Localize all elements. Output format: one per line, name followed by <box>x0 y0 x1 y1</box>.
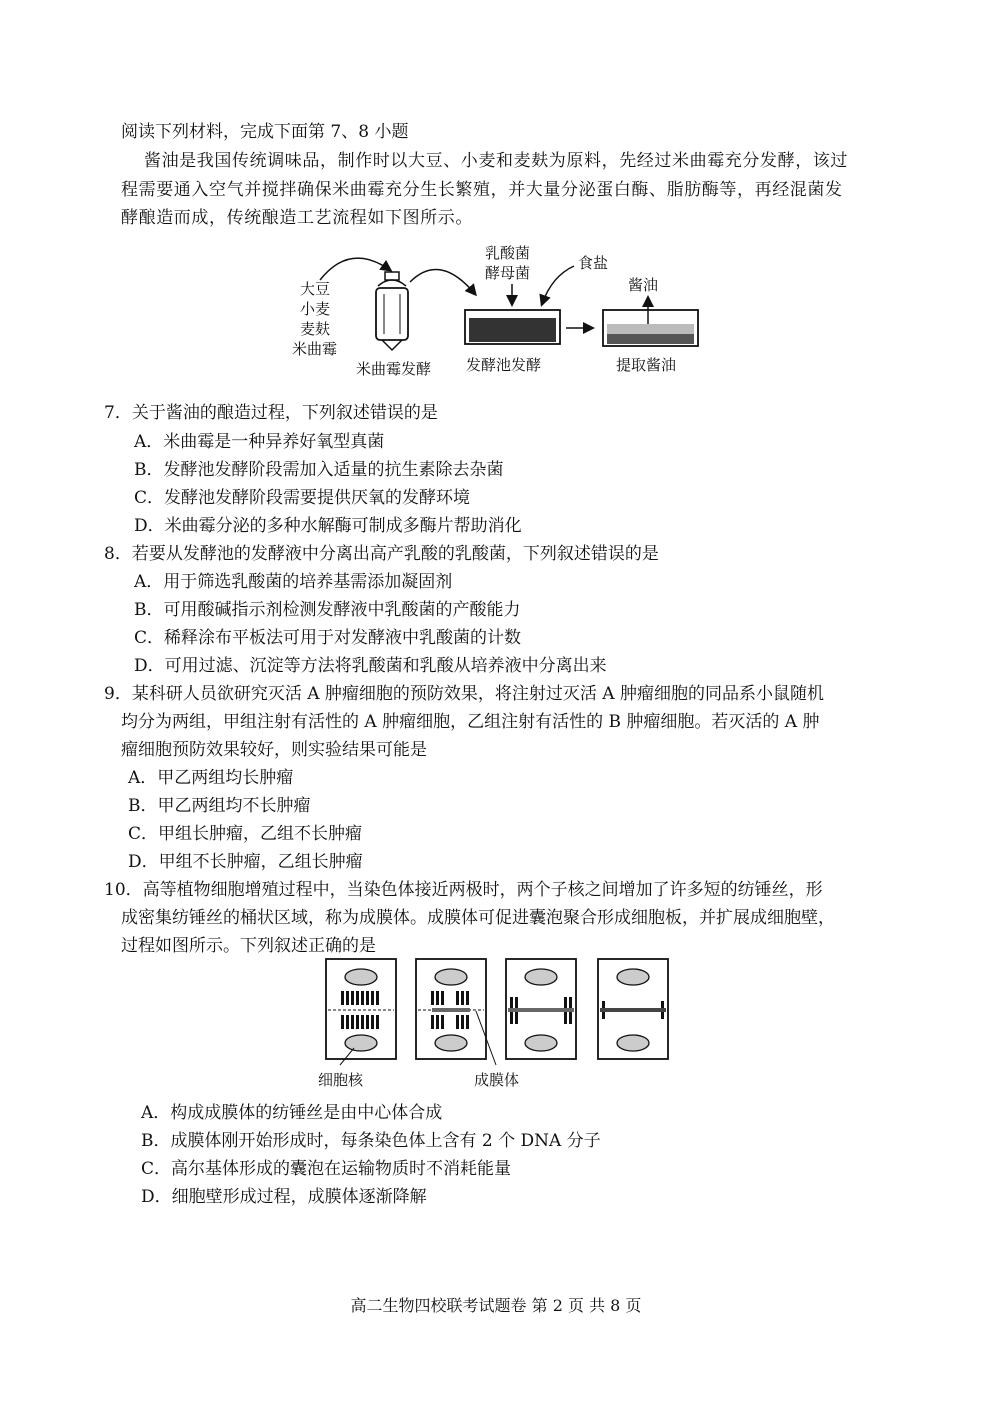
phragmoplast-figure <box>310 955 690 1095</box>
q7-option-a: A．米曲霉是一种异养好氧型真菌 <box>134 432 385 452</box>
question-9-stem: 瘤细胞预防效果较好，则实验结果可能是 <box>121 740 427 760</box>
q7-option-c: C．发酵池发酵阶段需要提供厌氧的发酵环境 <box>134 488 471 508</box>
q7-option-b: B．发酵池发酵阶段需加入适量的抗生素除去杂菌 <box>134 460 504 480</box>
q10-option-a: A．构成成膜体的纺锤丝是由中心体合成 <box>141 1103 443 1123</box>
microbe-label: 酵母菌 <box>485 264 531 282</box>
fermenter-icon <box>376 272 408 350</box>
page-footer: 高二生物四校联考试题卷 第 2 页 共 8 页 <box>350 1296 642 1315</box>
salt-label: 食盐 <box>578 254 609 272</box>
nucleus-label: 细胞核 <box>318 1071 364 1089</box>
q10-option-d: D．细胞壁形成过程，成膜体逐渐降解 <box>141 1187 427 1207</box>
q8-option-a: A．用于筛选乳酸菌的培养基需添加凝固剂 <box>134 572 453 592</box>
cell-stage-3 <box>506 959 576 1059</box>
step-label: 提取酱油 <box>616 356 677 374</box>
flow-arrow <box>542 266 574 304</box>
microbe-label: 乳酸菌 <box>485 244 531 262</box>
soy-sauce-process-figure <box>290 242 710 382</box>
q7-option-d: D．米曲霉分泌的多种水解酶可制成多酶片帮助消化 <box>134 516 522 536</box>
question-9-stem: 9．某科研人员欲研究灭活 A 肿瘤细胞的预防效果，将注射过灭活 A 肿瘤细胞的同品系小鼠随机 <box>104 684 824 704</box>
q9-option-c: C．甲组长肿瘤，乙组不长肿瘤 <box>128 824 363 844</box>
q9-option-a: A．甲乙两组均长肿瘤 <box>128 768 294 788</box>
flow-arrow <box>410 270 475 295</box>
step-label: 发酵池发酵 <box>466 356 542 374</box>
q8-option-b: B．可用酸碱指示剂检测发酵液中乳酸菌的产酸能力 <box>134 600 521 620</box>
step-label: 米曲霉发酵 <box>356 360 432 378</box>
intro-heading: 阅读下列材料，完成下面第 7、8 小题 <box>121 122 409 142</box>
material-label: 米曲霉 <box>292 340 338 358</box>
intro-paragraph-line: 酱油是我国传统调味品，制作时以大豆、小麦和麦麸为原料，先经过米曲霉充分发酵，该过 <box>144 151 848 171</box>
flow-arrow <box>320 258 390 280</box>
q9-option-b: B．甲乙两组均不长肿瘤 <box>128 796 311 816</box>
material-label: 大豆 <box>300 280 331 298</box>
material-label: 小麦 <box>300 300 331 318</box>
q9-option-d: D．甲组不长肿瘤，乙组长肿瘤 <box>128 852 363 872</box>
q10-option-c: C．高尔基体形成的囊泡在运输物质时不消耗能量 <box>141 1159 512 1179</box>
question-10-stem: 10．高等植物细胞增殖过程中，当染色体接近两极时，两个子核之间增加了许多短的纺锤丝，形 <box>104 880 823 900</box>
fermentation-pool-icon <box>465 310 560 344</box>
question-10-stem: 过程如图所示。下列叙述正确的是 <box>121 936 376 956</box>
q8-option-d: D．可用过滤、沉淀等方法将乳酸菌和乳酸从培养液中分离出来 <box>134 656 607 676</box>
nucleus-pointer <box>340 1048 354 1065</box>
question-10-stem: 成密集纺锤丝的桶状区域，称为成膜体。成膜体可促进囊泡聚合形成细胞板，并扩展成细胞壁， <box>121 908 835 928</box>
question-8-stem: 8．若要从发酵池的发酵液中分离出高产乳酸的乳酸菌，下列叙述错误的是 <box>104 544 659 564</box>
cell-stage-4 <box>598 959 668 1059</box>
q10-option-b: B．成膜体刚开始形成时，每条染色体上含有 2 个 DNA 分子 <box>141 1131 601 1151</box>
phragmoplast-label: 成膜体 <box>474 1071 520 1089</box>
intro-paragraph-line: 程需要通入空气并搅拌确保米曲霉充分生长繁殖，并大量分泌蛋白酶、脂肪酶等，再经混菌发 <box>121 180 843 200</box>
intro-paragraph-line: 酵酿造而成，传统酿造工艺流程如下图所示。 <box>121 208 473 228</box>
cell-stage-2 <box>416 959 486 1059</box>
cell-stage-1 <box>326 959 396 1059</box>
question-7-stem: 7．关于酱油的酿造过程，下列叙述错误的是 <box>104 403 438 423</box>
material-label: 麦麸 <box>300 320 331 338</box>
question-9-stem: 均分为两组，甲组注射有活性的 A 肿瘤细胞，乙组注射有活性的 B 肿瘤细胞。若灭活的 A 肿 <box>121 712 820 732</box>
extraction-tank-icon <box>603 310 698 346</box>
product-label: 酱油 <box>628 276 659 294</box>
q8-option-c: C．稀释涂布平板法可用于对发酵液中乳酸菌的计数 <box>134 628 522 648</box>
